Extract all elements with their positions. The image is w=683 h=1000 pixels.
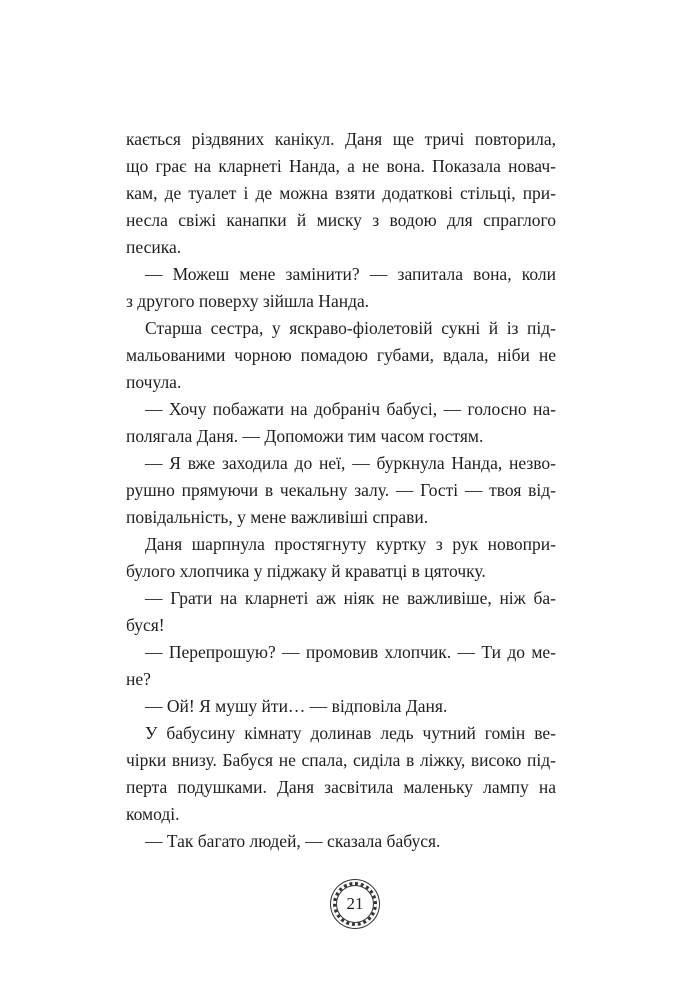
text-line: кається різдвяних канікул. Даня ще тричі повторила, <box>126 129 556 149</box>
text-line: несла свіжі канапки й миску з водою для спраглого <box>126 210 556 230</box>
text-line: почула. <box>126 372 182 392</box>
text-line: полягала Даня. — Допоможи тим часом гостям. <box>126 426 484 446</box>
text-line: з другого поверху зійшла Нанда. <box>126 291 370 311</box>
text-line: — Ой! Я мушу йти… — відповіла Даня. <box>145 696 448 716</box>
page-number: 21 <box>333 882 377 926</box>
text-line: перта подушками. Даня засвітила маленьку лампу на <box>126 777 556 797</box>
text-line: що грає на кларнеті Нанда, а не вона. Показала новач- <box>126 156 556 176</box>
body-text <box>126 126 556 855</box>
text-line: Старша сестра, у яскраво-фіолетовій сукні й із під- <box>145 318 556 338</box>
text-line: Даня шарпнула простягнуту куртку з рук новопри- <box>145 534 556 554</box>
text-line: не? <box>126 669 151 689</box>
text-line: — Я вже заходила до неї, — буркнула Нанда, незво- <box>145 453 556 473</box>
text-line: чірки внизу. Бабуся не спала, сиділа в ліжку, високо під- <box>126 750 556 770</box>
text-line: мальованими чорною помадою губами, вдала, ніби не <box>126 345 556 365</box>
text-line: кам, де туалет і де можна взяти додаткові стільці, при- <box>126 183 556 203</box>
text-line: — Грати на кларнеті аж ніяк не важливіше, ніж ба- <box>145 588 556 608</box>
text-line: рушно прямуючи в чекальну залу. — Гості — твоя від- <box>126 480 556 500</box>
text-line: комоді. <box>126 804 180 824</box>
text-line: У бабусину кімнату долинав ледь чутний гомін ве- <box>145 723 556 743</box>
text-line: — Можеш мене замінити? — запитала вона, коли <box>145 264 556 284</box>
text-line: — Хочу побажати на добраніч бабусі, — голосно на- <box>145 399 556 419</box>
text-line: повідальність, у мене важливіші справи. <box>126 507 429 527</box>
text-line: — Перепрошую? — промовив хлопчик. — Ти до ме- <box>145 642 556 662</box>
text-line: булого хлопчика у піджаку й краватці в цяточку. <box>126 561 486 581</box>
text-line: буся! <box>126 615 165 635</box>
text-line: — Так багато людей, — сказала бабуся. <box>145 831 441 851</box>
text-line: песика. <box>126 237 182 257</box>
